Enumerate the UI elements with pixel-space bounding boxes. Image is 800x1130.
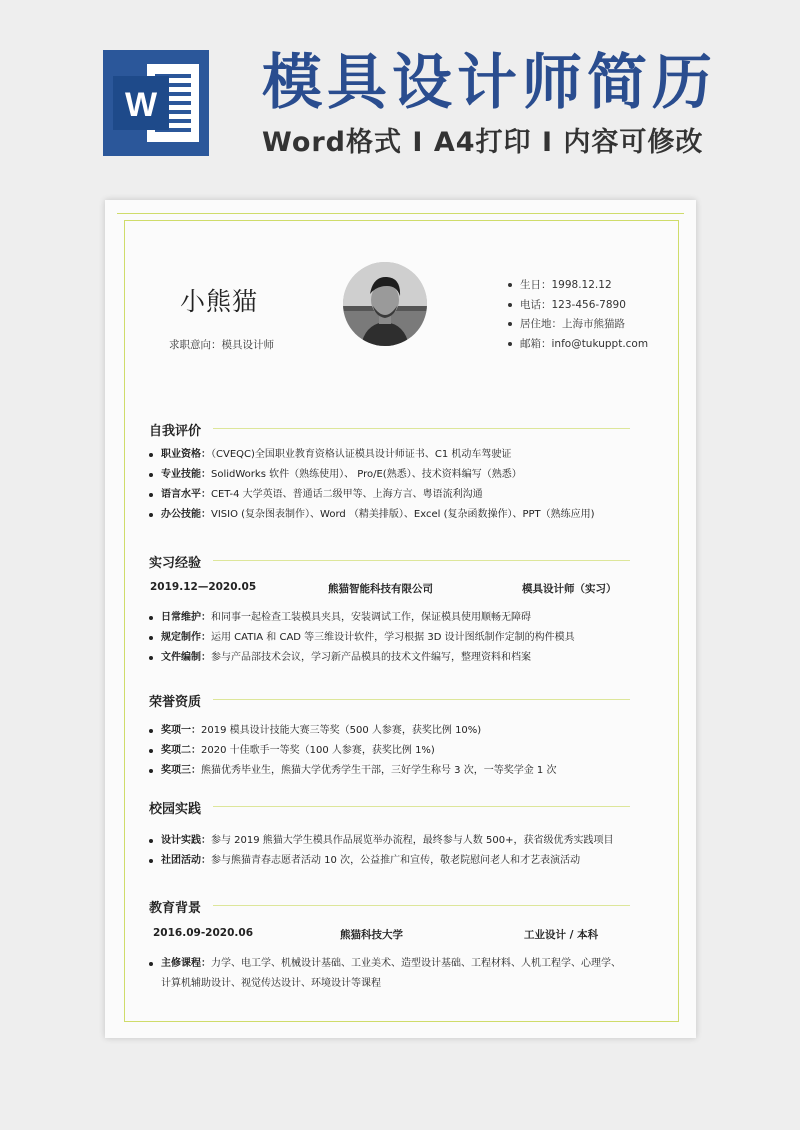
item-label: 文件编制：	[161, 652, 211, 663]
internship-period: 2019.12—2020.05	[150, 581, 257, 593]
self-eval-list	[149, 445, 595, 525]
list-item	[149, 954, 621, 974]
resume-page	[105, 200, 696, 1038]
item-text: 参与 2019 熊猫大学生模具作品展览举办流程，最终参与人数 500+，获省级优秀实践项目	[211, 835, 614, 846]
section-title-campus: 校园实践	[149, 802, 202, 817]
item-label: 职业资格：	[161, 449, 211, 460]
banner-subtitle: Word格式 I A4打印 I 内容可修改	[262, 127, 704, 158]
list-item	[149, 608, 575, 628]
item-label: 专业技能：	[161, 469, 211, 480]
list-item	[149, 721, 556, 741]
list-item	[149, 445, 595, 465]
education-period: 2016.09-2020.06	[153, 927, 254, 939]
item-label: 奖项三：	[161, 765, 201, 776]
campus-list	[149, 831, 613, 871]
item-text: 参与产品部技术会议，学习新产品模具的技术文件编写，整理资料和档案	[211, 652, 531, 663]
section-title-education: 教育背景	[149, 901, 202, 916]
item-label: 规定制作：	[161, 632, 211, 643]
item-label: 语言水平：	[161, 489, 211, 500]
top-divider	[117, 213, 684, 214]
item-text: 和同事一起检查工装模具夹具，安装调试工作，保证模具使用顺畅无障碍	[211, 612, 531, 623]
banner-title: 模具设计师简历	[262, 48, 717, 118]
item-label: 设计实践：	[161, 835, 211, 846]
item-label: 社团活动：	[161, 855, 211, 866]
internship-role: 模具设计师（实习）	[522, 583, 617, 595]
item-label: 主修课程：	[161, 958, 211, 969]
internship-list	[149, 608, 575, 668]
item-label: 日常维护：	[161, 612, 211, 623]
item-text: 运用 CATIA 和 CAD 等三维设计软件，学习根据 3D 设计图纸制作定制的构件模具	[211, 632, 575, 643]
item-text: VISIO (复杂图表制作）、Word （精美排版）、Excel (复杂函数操作）、PPT（熟练应用)	[211, 509, 595, 520]
contact-list	[508, 277, 648, 355]
contact-label: 电话：	[520, 298, 552, 311]
word-icon-letter: W	[124, 86, 158, 124]
list-item	[149, 831, 613, 851]
contact-birthday	[508, 277, 648, 297]
list-item	[149, 628, 575, 648]
item-text: 参与熊猫青春志愿者活动 10 次，公益推广和宣传，敬老院慰问老人和才艺表演活动	[211, 855, 581, 866]
item-text: （CVEQC)全国职业教育资格认证模具设计师证书、C1 机动车驾驶证	[211, 449, 512, 460]
item-text: 熊猫优秀毕业生，熊猫大学优秀学生干部，三好学生称号 3 次，一等奖学金 1 次	[201, 765, 557, 776]
list-item	[149, 465, 595, 485]
item-text: 2020 十佳歌手一等奖（100 人参赛，获奖比例 1%)	[201, 745, 435, 756]
contact-label: 居住地：	[520, 318, 562, 330]
section-title-internship: 实习经验	[149, 556, 202, 571]
job-intent: 求职意向：模具设计师	[169, 339, 274, 351]
education-courses	[149, 954, 621, 994]
item-label: 奖项二：	[161, 745, 201, 756]
item-label: 奖项一：	[161, 725, 201, 736]
internship-company: 熊猫智能科技有限公司	[328, 583, 433, 595]
section-divider	[213, 560, 630, 561]
item-text: SolidWorks 软件（熟练使用）、 Pro/E(熟悉）、技术资料编写（熟悉）	[211, 469, 522, 480]
word-icon	[103, 50, 209, 156]
section-divider	[213, 806, 630, 807]
contact-value: 上海市熊猫路	[562, 318, 625, 330]
contact-value: 1998.12.12	[551, 279, 612, 291]
section-title-self-eval: 自我评价	[149, 424, 202, 439]
contact-value: 123-456-7890	[551, 298, 626, 311]
candidate-name: 小熊猫	[180, 287, 259, 316]
contact-label: 生日：	[520, 279, 552, 291]
list-item	[149, 851, 613, 871]
contact-address	[508, 316, 648, 336]
contact-email	[508, 336, 648, 356]
item-text: CET-4 大学英语、普通话二级甲等、上海方言、粤语流利沟通	[211, 489, 483, 500]
list-item-continuation: 计算机辅助设计、视觉传达设计、环境设计等课程	[161, 978, 381, 989]
education-school: 熊猫科技大学	[340, 929, 403, 941]
item-text: 2019 模具设计技能大赛三等奖（500 人参赛，获奖比例 10%)	[201, 725, 482, 736]
honors-list	[149, 721, 556, 781]
list-item	[149, 648, 575, 668]
contact-label: 邮箱：	[520, 337, 552, 350]
item-label: 办公技能：	[161, 509, 211, 520]
contact-value: info@tukuppt.com	[551, 337, 649, 350]
avatar	[343, 262, 427, 346]
list-item	[149, 505, 595, 525]
education-major: 工业设计 / 本科	[524, 929, 599, 941]
contact-phone	[508, 297, 648, 317]
list-item	[149, 741, 556, 761]
section-title-honors: 荣誉资质	[149, 695, 202, 710]
section-divider	[213, 699, 630, 700]
list-item	[149, 485, 595, 505]
section-divider	[213, 428, 630, 429]
item-text: 力学、电工学、机械设计基础、工业美术、造型设计基础、工程材料、人机工程学、心理学、	[211, 958, 621, 969]
section-divider	[213, 905, 630, 906]
list-item	[149, 761, 556, 781]
